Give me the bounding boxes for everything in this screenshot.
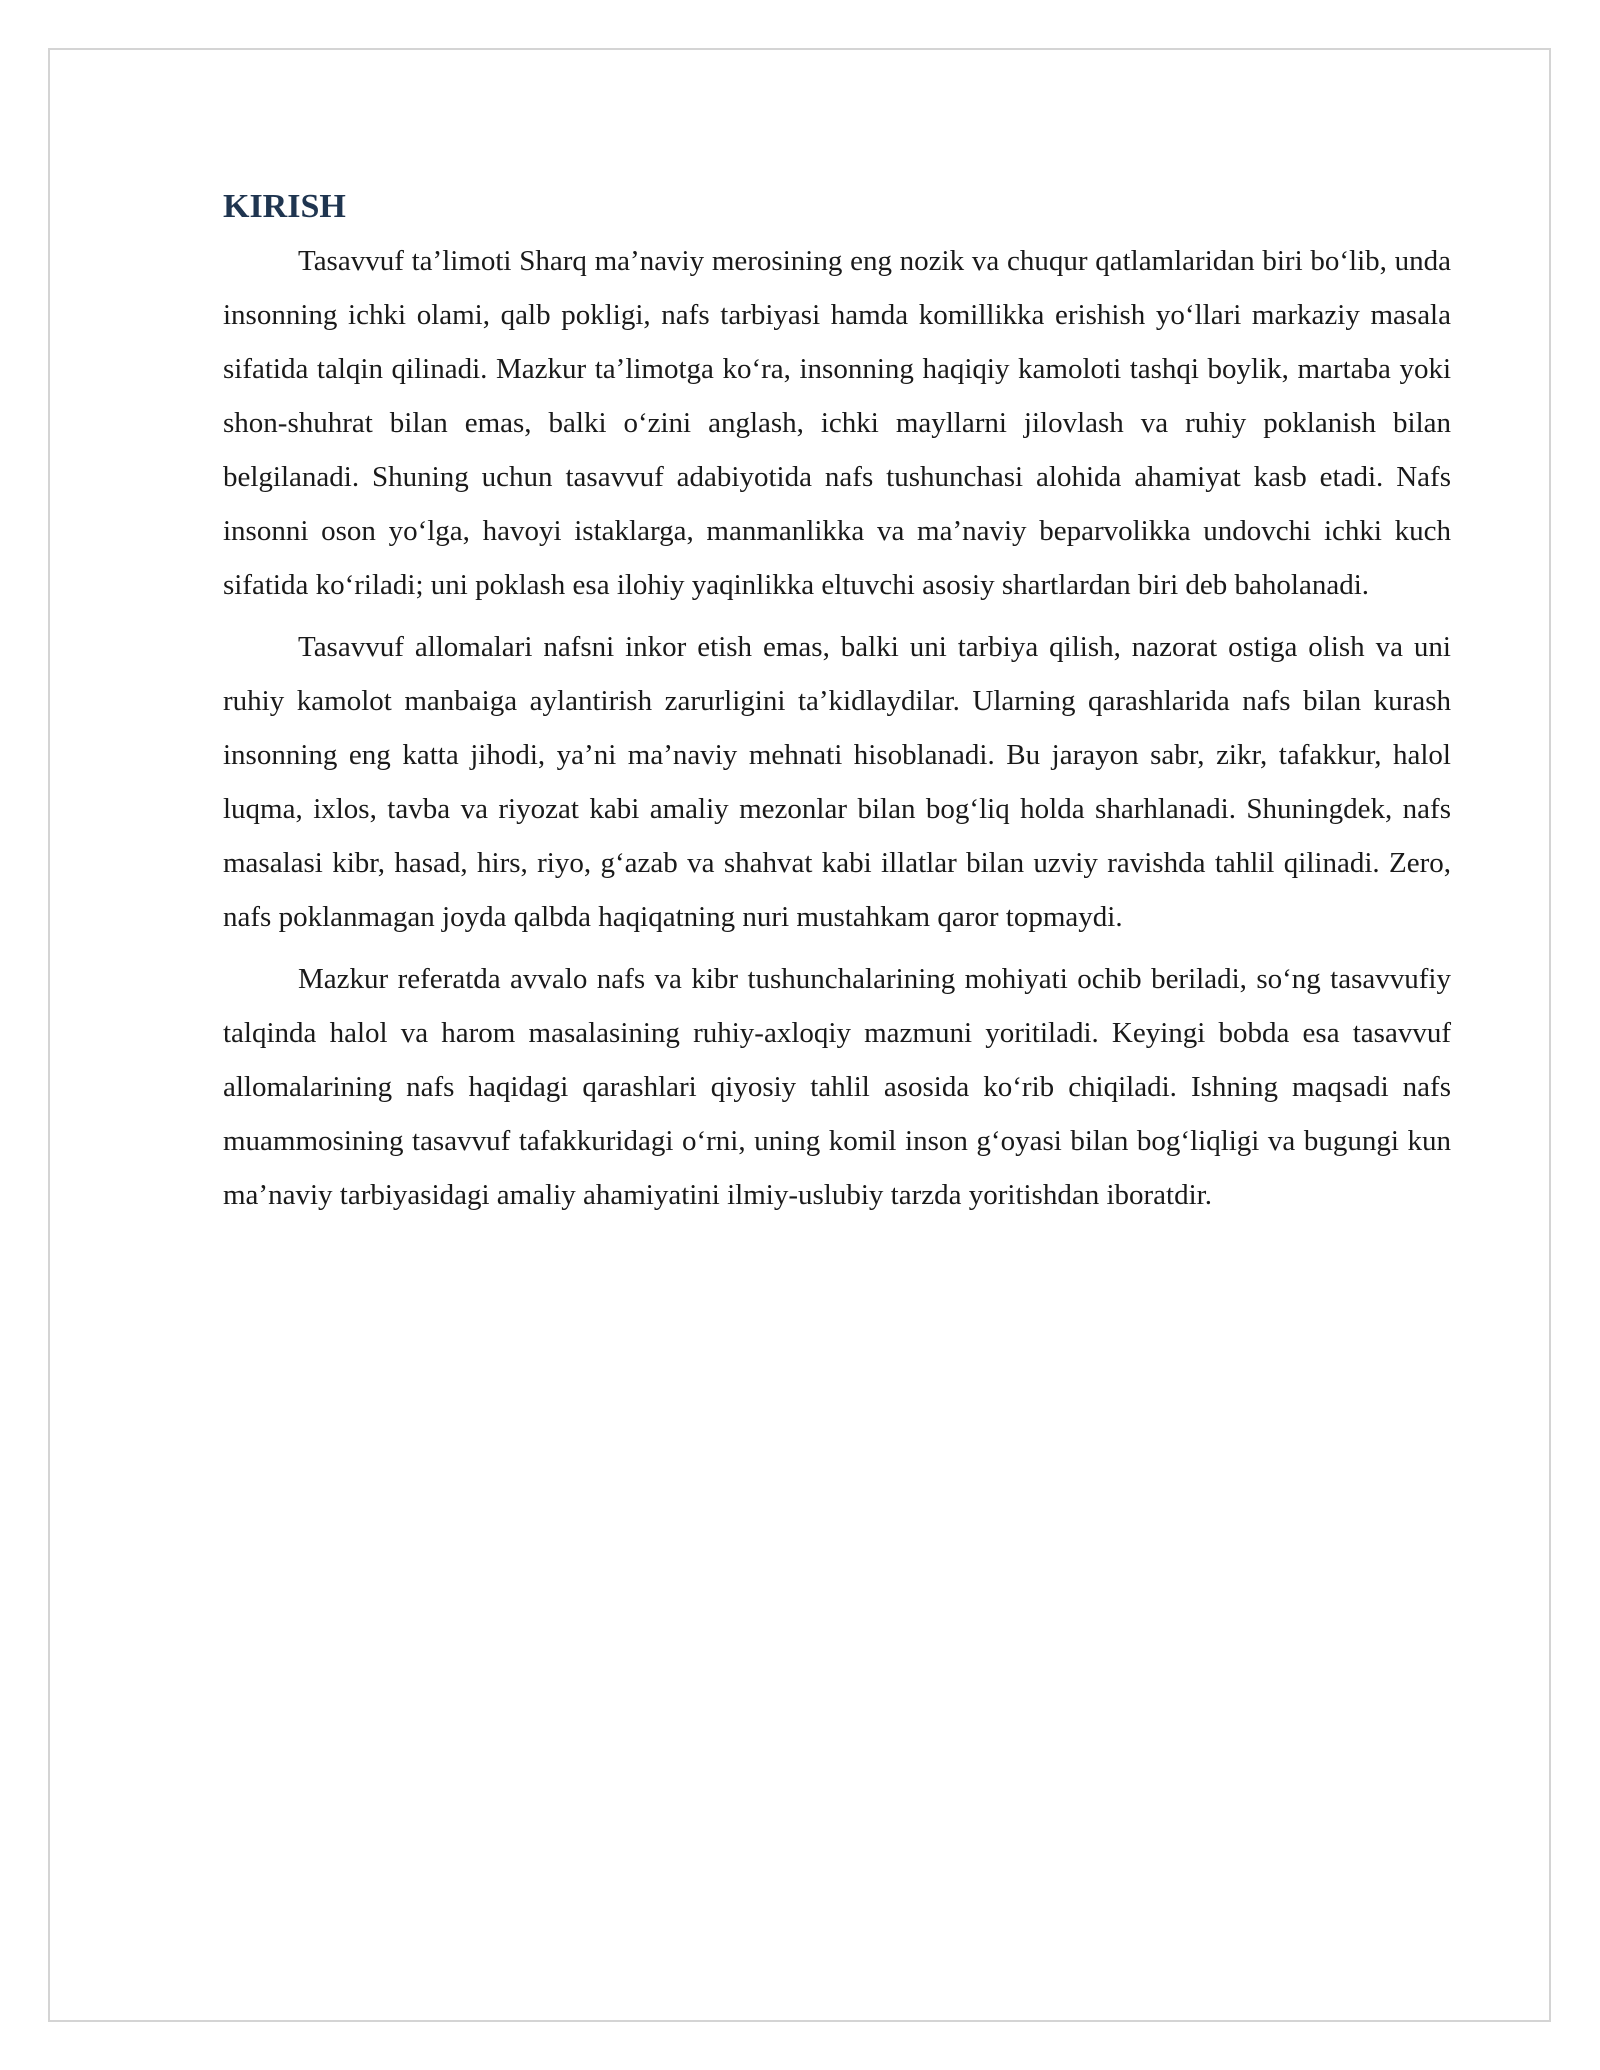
section-heading: KIRISH (223, 188, 346, 225)
paragraph-3: Mazkur referatda avvalo nafs va kibr tushunchalarining mohiyati ochib beriladi, so‘ng tasavvufiy talqinda halol va harom masalasining ruhiy-axloqiy mazmuni yoritiladi. Keyingi bobda esa tasavvuf allomalarining nafs haqidagi qarashlari qiyosiy tahlil asosida ko‘rib chiqiladi. Ishning maqsadi nafs muammosining tasavvuf tafakkuridagi o‘rni, uning komil inson g‘oyasi bilan bog‘liqligi va bugungi kun ma’naviy tarbiyasidagi amaliy ahamiyatini ilmiy-uslubiy tarzda yoritishdan iboratdir. (223, 963, 1451, 1211)
paragraph-1: Tasavvuf ta’limoti Sharq ma’naviy merosining eng nozik va chuqur qatlamlaridan biri bo‘lib, unda insonning ichki olami, qalb pokligi, nafs tarbiyasi hamda komillikka erishish yo‘llari markaziy masala sifatida talqin qilinadi. Mazkur ta’limotga ko‘ra, insonning haqiqiy kamoloti tashqi boylik, martaba yoki shon-shuhrat bilan emas, balki o‘zini anglash, ichki mayllarni jilovlash va ruhiy poklanish bilan belgilanadi. Shuning uchun tasavvuf adabiyotida nafs tushunchasi alohida ahamiyat kasb etadi. Nafs insonni oson yo‘lga, havoyi istaklarga, manmanlikka va ma’naviy beparvolikka undovchi ichki kuch sifatida ko‘riladi; uni poklash esa ilohiy yaqinlikka eltuvchi asosiy shartlardan biri deb baholanadi. (223, 245, 1451, 601)
document-content (223, 186, 1451, 1230)
paragraph-2: Tasavvuf allomalari nafsni inkor etish emas, balki uni tarbiya qilish, nazorat ostiga olish va uni ruhiy kamolot manbaiga aylantirish zarurligini ta’kidlaydilar. Ularning qarashlarida nafs bilan kurash insonning eng katta jihodi, ya’ni ma’naviy mehnati hisoblanadi. Bu jarayon sabr, zikr, tafakkur, halol luqma, ixlos, tavba va riyozat kabi amaliy mezonlar bilan bog‘liq holda sharhlanadi. Shuningdek, nafs masalasi kibr, hasad, hirs, riyo, g‘azab va shahvat kabi illatlar bilan uzviy ravishda tahlil qilinadi. Zero, nafs poklanmagan joyda qalbda haqiqatning nuri mustahkam qaror topmaydi. (223, 631, 1451, 933)
